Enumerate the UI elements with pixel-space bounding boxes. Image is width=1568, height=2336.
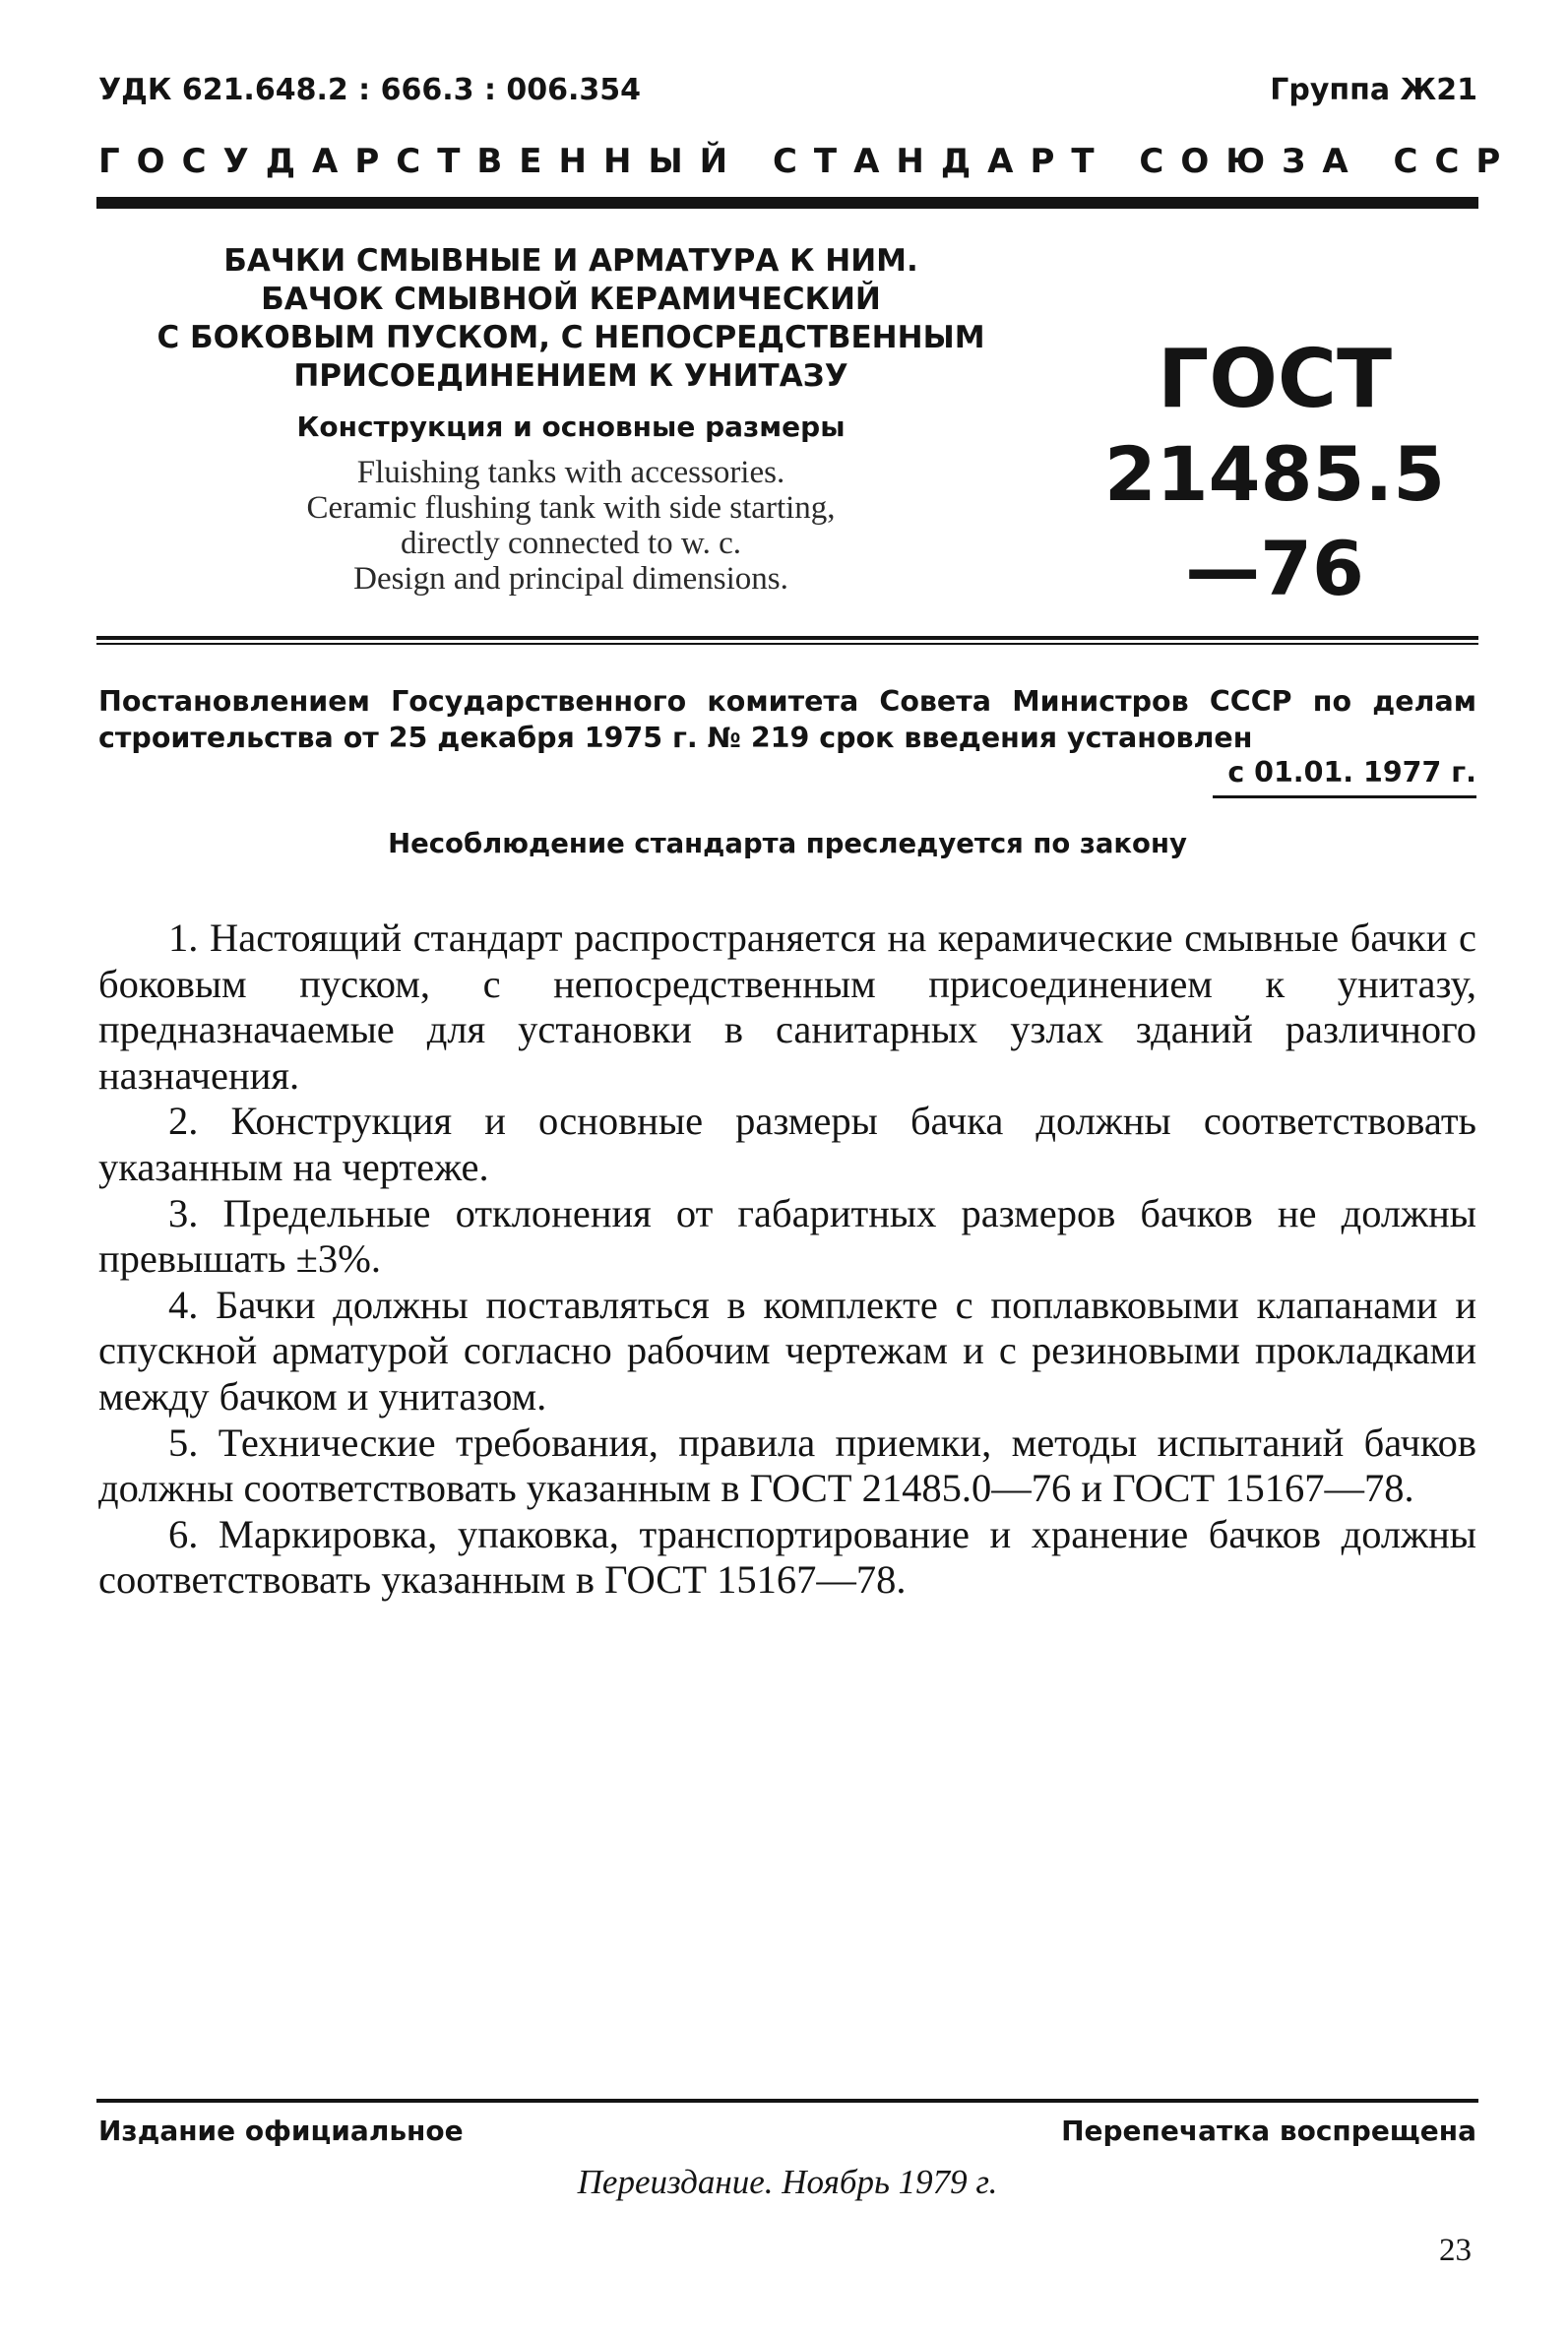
udk-code: УДК 621.648.2 : 666.3 : 006.354 bbox=[98, 73, 642, 107]
clause: 2. Конструкция и основные размеры бачка должны соответствовать указанным на чертеже. bbox=[98, 1099, 1476, 1189]
title-line: БАЧОК СМЫВНОЙ КЕРАМИЧЕСКИЙ bbox=[261, 282, 881, 317]
title-rule bbox=[96, 636, 1478, 640]
classification-group: Группа Ж21 bbox=[1270, 73, 1477, 107]
official-edition-label: Издание официальное bbox=[98, 2115, 464, 2147]
title-block bbox=[148, 242, 994, 597]
decree-text: Постановлением Государственного комитета Совета Министров СССР по делам строительства от 25 декабря 1975 г. № 219 срок введения установлен bbox=[98, 685, 1476, 754]
english-title-line: Design and principal dimensions. bbox=[353, 561, 788, 597]
english-title-line: Fluishing tanks with accessories. bbox=[356, 455, 785, 490]
english-title-line: Ceramic flushing tank with side starting, bbox=[306, 490, 836, 526]
english-title bbox=[148, 455, 994, 597]
title-line: С БОКОВЫМ ПУСКОМ, С НЕПОСРЕДСТВЕННЫМ bbox=[157, 320, 985, 355]
title-rule-thin bbox=[96, 643, 1478, 645]
gost-designation bbox=[1073, 333, 1476, 616]
gost-number: 21485.5—76 bbox=[1103, 430, 1446, 612]
clauses bbox=[98, 915, 1476, 1604]
clause: 6. Маркировка, упаковка, транспортирование и хранение бачков должны соответствовать указанным в ГОСТ 15167—78. bbox=[98, 1511, 1476, 1603]
gost-word: ГОСТ bbox=[1157, 333, 1393, 426]
header-rule bbox=[96, 197, 1478, 209]
clause: 3. Предельные отклонения от габаритных размеров бачков не должны превышать ±3%. bbox=[98, 1190, 1476, 1282]
title-line: БАЧКИ СМЫВНЫЕ И АРМАТУРА К НИМ. bbox=[223, 243, 918, 279]
page-number: 23 bbox=[1439, 2233, 1472, 2268]
reprint-note: Переиздание. Ноябрь 1979 г. bbox=[577, 2163, 998, 2201]
title-subtitle: Конструкция и основные размеры bbox=[296, 410, 846, 443]
clause: 1. Настоящий стандарт распространяется на керамические смывные бачки с боковым пуском, с непосредственным присоединением к унитазу, предназначаемые для установки в санитарных узлах зданий различного назначения. bbox=[98, 915, 1476, 1098]
reprint-prohibited-label: Перепечатка воспрещена bbox=[1061, 2115, 1476, 2147]
clause: 5. Технические требования, правила приемки, методы испытаний бачков должны соответствовать указанным в ГОСТ 21485.0—76 и ГОСТ 15167—78. bbox=[98, 1420, 1476, 1511]
english-title-line: directly connected to w. c. bbox=[400, 526, 742, 561]
footer-rule bbox=[96, 2099, 1478, 2103]
clause: 4. Бачки должны поставляться в комплекте с поплавковыми клапанами и спускной арматурой согласно рабочим чертежам и с резиновыми прокладками между бачком и унитазом. bbox=[98, 1282, 1476, 1419]
enforcement-notice: Несоблюдение стандарта преследуется по закону bbox=[388, 828, 1187, 859]
effective-date: с 01.01. 1977 г. bbox=[1227, 756, 1476, 789]
title-line: ПРИСОЕДИНЕНИЕМ К УНИТАЗУ bbox=[293, 358, 848, 394]
state-standard-banner: ГОСУДАРСТВЕННЫЙ СТАНДАРТ СОЮЗА ССР bbox=[98, 142, 1518, 181]
effective-date-underline bbox=[1213, 795, 1476, 798]
